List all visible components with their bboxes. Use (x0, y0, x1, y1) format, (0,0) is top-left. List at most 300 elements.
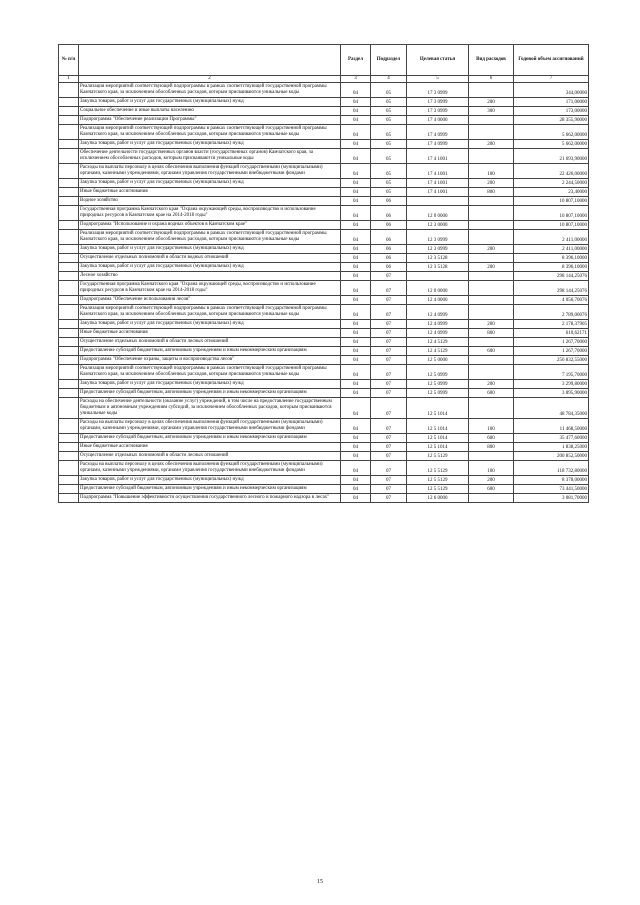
row-name-cell: Закупка товаров, работ и услуг для государственных (муниципальных) нужд (79, 380, 341, 389)
col-expense-header: Вид расходов (469, 45, 514, 76)
row-target-cell: 17 4 1001 (407, 179, 469, 188)
row-number-cell (59, 380, 79, 389)
col-num-header: № п/п (59, 45, 79, 76)
row-number-cell (59, 263, 79, 272)
row-target-cell: 12 5 5129 (407, 461, 469, 476)
row-expense-cell: 200 (469, 476, 514, 485)
row-amount-cell: 8 378,00000 (514, 476, 589, 485)
row-section-cell: 04 (341, 365, 371, 380)
row-target-cell: 12 6 0000 (407, 494, 469, 503)
row-name-cell: Предоставление субсидий бюджетным, автономным учреждениям и иным некоммерческим организациям (79, 347, 341, 356)
row-number-cell (59, 452, 79, 461)
row-target-cell: 17 3 0999 (407, 83, 469, 98)
row-expense-cell: 200 (469, 320, 514, 329)
row-name-cell: Осуществление отдельных полномочий в области лесных отношений (79, 338, 341, 347)
row-target-cell: 12 3 5128 (407, 263, 469, 272)
row-number-cell (59, 116, 79, 125)
row-amount-cell: 3 081,70000 (514, 494, 589, 503)
row-expense-cell: 100 (469, 164, 514, 179)
row-subsection-cell: 05 (371, 179, 407, 188)
table-row (59, 389, 589, 398)
row-name-cell: Осуществление отдельных полномочий в области водных отношений (79, 254, 341, 263)
row-expense-cell (469, 398, 514, 419)
row-amount-cell: 1 267,70000 (514, 338, 589, 347)
row-name-cell: Подпрограмма "Повышение эффективности осуществления государственного лесного и пожарного надзора в лесах" (79, 494, 341, 503)
row-subsection-cell: 06 (371, 206, 407, 221)
row-subsection-cell: 07 (371, 494, 407, 503)
row-amount-cell: 22 426,00000 (514, 164, 589, 179)
column-index: 1 (59, 76, 79, 83)
row-expense-cell: 800 (469, 188, 514, 197)
row-expense-cell: 600 (469, 485, 514, 494)
row-number-cell (59, 98, 79, 107)
table-row (59, 380, 589, 389)
row-target-cell: 12 5 5129 (407, 452, 469, 461)
column-index: 2 (79, 76, 341, 83)
row-section-cell: 04 (341, 116, 371, 125)
row-number-cell (59, 83, 79, 98)
row-target-cell: 17 4 0999 (407, 140, 469, 149)
row-name-cell: Закупка товаров, работ и услуг для государственных (муниципальных) нужд (79, 179, 341, 188)
row-amount-cell: 35 477,60000 (514, 434, 589, 443)
table-row (59, 329, 589, 338)
row-name-cell: Лесное хозяйство (79, 272, 341, 281)
table-row (59, 179, 589, 188)
page-number: 15 (317, 879, 323, 885)
row-number-cell (59, 197, 79, 206)
row-expense-cell (469, 197, 514, 206)
row-subsection-cell: 06 (371, 197, 407, 206)
row-number-cell (59, 320, 79, 329)
row-subsection-cell: 07 (371, 281, 407, 296)
row-name-cell: Реализация мероприятий соответствующей подпрограммы в рамках соответствующей государственной программы Камчатского края, за исключением обособленных расходов, которым присваиваются уникальные коды (79, 83, 341, 98)
row-name-cell: Расходы на обеспечение деятельности (оказание услуг) учреждений, в том числе на предоставление государственным бюджетным и автономным учреждениям субсидий, за исключением обособленных расходов, которым присваиваются уникальные коды (79, 398, 341, 419)
row-expense-cell (469, 221, 514, 230)
row-expense-cell (469, 272, 514, 281)
row-section-cell: 04 (341, 263, 371, 272)
row-target-cell: 17 3 0999 (407, 98, 469, 107)
row-section-cell: 04 (341, 380, 371, 389)
table-row (59, 347, 589, 356)
row-subsection-cell: 06 (371, 263, 407, 272)
row-target-cell: 12 0 0000 (407, 206, 469, 221)
row-expense-cell (469, 494, 514, 503)
budget-sheet (58, 44, 588, 503)
row-section-cell: 04 (341, 320, 371, 329)
row-amount-cell: 298 144,25076 (514, 272, 589, 281)
column-index: 3 (341, 76, 371, 83)
row-amount-cell: 3 299,80000 (514, 380, 589, 389)
table-row (59, 245, 589, 254)
row-section-cell: 04 (341, 164, 371, 179)
row-number-cell (59, 164, 79, 179)
row-subsection-cell: 05 (371, 188, 407, 197)
row-target-cell: 12 4 5129 (407, 347, 469, 356)
column-index: 5 (407, 76, 469, 83)
table-row (59, 338, 589, 347)
column-index: 6 (469, 76, 514, 83)
column-index: 4 (371, 76, 407, 83)
row-expense-cell: 600 (469, 389, 514, 398)
table-row (59, 83, 589, 98)
row-number-cell (59, 476, 79, 485)
table-row (59, 98, 589, 107)
row-number-cell (59, 179, 79, 188)
row-expense-cell: 200 (469, 179, 514, 188)
row-subsection-cell: 05 (371, 107, 407, 116)
row-amount-cell: 5 662,00000 (514, 140, 589, 149)
row-subsection-cell: 05 (371, 83, 407, 98)
table-row (59, 434, 589, 443)
row-target-cell: 12 4 0999 (407, 320, 469, 329)
row-subsection-cell: 07 (371, 296, 407, 305)
row-number-cell (59, 419, 79, 434)
row-subsection-cell: 07 (371, 272, 407, 281)
row-name-cell: Подпрограмма "Обеспечение охраны, защиты и воспроизводства лесов" (79, 356, 341, 365)
row-section-cell: 04 (341, 419, 371, 434)
table-row (59, 140, 589, 149)
row-target-cell: 17 3 0999 (407, 107, 469, 116)
row-amount-cell: 256 832,55000 (514, 356, 589, 365)
row-name-cell: Закупка товаров, работ и услуг для государственных (муниципальных) нужд (79, 98, 341, 107)
row-name-cell: Реализация мероприятий соответствующей подпрограммы в рамках соответствующей государственной программы Камчатского края, за исключением обособленных расходов, которым присваиваются уникальные коды (79, 305, 341, 320)
row-subsection-cell: 07 (371, 443, 407, 452)
col-subsection-header: Подраздел (371, 45, 407, 76)
row-amount-cell: 48 784,35000 (514, 398, 589, 419)
table-row (59, 452, 589, 461)
table-row (59, 272, 589, 281)
row-expense-cell (469, 254, 514, 263)
row-amount-cell: 200 852,50000 (514, 452, 589, 461)
row-amount-cell: 10 807,10000 (514, 206, 589, 221)
row-expense-cell: 100 (469, 461, 514, 476)
row-subsection-cell: 07 (371, 365, 407, 380)
table-row (59, 254, 589, 263)
row-name-cell: Социальное обеспечение и иные выплаты населению (79, 107, 341, 116)
row-amount-cell: 2 244,50000 (514, 179, 589, 188)
row-number-cell (59, 230, 79, 245)
row-subsection-cell: 05 (371, 116, 407, 125)
row-name-cell: Реализация мероприятий соответствующей подпрограммы в рамках соответствующей государственной программы Камчатского края, за исключением обособленных расходов, которым присваиваются уникальные коды (79, 365, 341, 380)
row-section-cell: 04 (341, 197, 371, 206)
row-name-cell: Расходы на выплаты персоналу в целях обеспечения выполнения функций государственными (муниципальными) органами, казенными учреждениями, органами управления государственными внебюджетными фондами (79, 461, 341, 476)
row-expense-cell (469, 125, 514, 140)
table-row (59, 281, 589, 296)
row-section-cell: 04 (341, 149, 371, 164)
row-subsection-cell: 06 (371, 254, 407, 263)
row-number-cell (59, 443, 79, 452)
row-target-cell: 12 5 1014 (407, 398, 469, 419)
row-target-cell: 12 4 0999 (407, 305, 469, 320)
row-section-cell: 04 (341, 179, 371, 188)
table-row (59, 476, 589, 485)
row-subsection-cell: 07 (371, 389, 407, 398)
table-row (59, 305, 589, 320)
row-number-cell (59, 365, 79, 380)
row-subsection-cell: 07 (371, 329, 407, 338)
row-section-cell: 04 (341, 83, 371, 98)
row-subsection-cell: 07 (371, 452, 407, 461)
row-number-cell (59, 296, 79, 305)
row-number-cell (59, 389, 79, 398)
row-target-cell: 12 4 0000 (407, 296, 469, 305)
row-name-cell: Государственная программа Камчатского края "Охрана окружающей среды, воспроизводство и использование природных ресурсов в Камчатском крае на 2014-2018 годы" (79, 281, 341, 296)
row-expense-cell: 100 (469, 419, 514, 434)
row-number-cell (59, 494, 79, 503)
col-section-header: Раздел (341, 45, 371, 76)
row-number-cell (59, 356, 79, 365)
row-section-cell: 04 (341, 296, 371, 305)
row-target-cell: 12 3 5128 (407, 254, 469, 263)
row-name-cell: Закупка товаров, работ и услуг для государственных (муниципальных) нужд (79, 245, 341, 254)
row-section-cell: 04 (341, 461, 371, 476)
row-target-cell: 12 5 0999 (407, 380, 469, 389)
row-section-cell: 04 (341, 452, 371, 461)
row-subsection-cell: 07 (371, 461, 407, 476)
row-name-cell: Подпрограмма "Использование и охрана водных объектов в Камчатском крае" (79, 221, 341, 230)
row-expense-cell: 200 (469, 263, 514, 272)
row-amount-cell: 173,00000 (514, 107, 589, 116)
row-expense-cell (469, 83, 514, 98)
row-amount-cell: 28 355,90000 (514, 116, 589, 125)
row-subsection-cell: 07 (371, 485, 407, 494)
row-amount-cell: 1 838,25000 (514, 443, 589, 452)
row-number-cell (59, 434, 79, 443)
row-amount-cell: 5 662,00000 (514, 125, 589, 140)
row-section-cell: 04 (341, 347, 371, 356)
row-name-cell: Реализация мероприятий соответствующей подпрограммы в рамках соответствующей государственной программы Камчатского края, за исключением обособленных расходов, которым присваиваются уникальные коды (79, 230, 341, 245)
column-index: 7 (514, 76, 589, 83)
table-row (59, 164, 589, 179)
row-number-cell (59, 461, 79, 476)
table-row (59, 197, 589, 206)
budget-table (58, 44, 589, 503)
row-section-cell: 04 (341, 272, 371, 281)
row-target-cell: 17 4 1001 (407, 188, 469, 197)
row-number-cell (59, 125, 79, 140)
row-subsection-cell: 07 (371, 398, 407, 419)
row-subsection-cell: 07 (371, 356, 407, 365)
row-subsection-cell: 07 (371, 380, 407, 389)
row-amount-cell: 171,00000 (514, 98, 589, 107)
row-number-cell (59, 338, 79, 347)
row-expense-cell (469, 281, 514, 296)
row-section-cell: 04 (341, 125, 371, 140)
row-amount-cell: 2 411,00000 (514, 245, 589, 254)
row-subsection-cell: 06 (371, 230, 407, 245)
row-expense-cell: 800 (469, 443, 514, 452)
row-subsection-cell: 07 (371, 338, 407, 347)
row-amount-cell: 7 195,70000 (514, 365, 589, 380)
row-section-cell: 04 (341, 329, 371, 338)
row-section-cell: 04 (341, 338, 371, 347)
row-target-cell: 12 4 0999 (407, 329, 469, 338)
row-target-cell: 12 3 0999 (407, 230, 469, 245)
row-section-cell: 04 (341, 443, 371, 452)
row-expense-cell (469, 452, 514, 461)
row-target-cell: 12 5 5129 (407, 476, 469, 485)
row-expense-cell: 300 (469, 107, 514, 116)
row-name-cell: Обеспечение деятельности государственных органов власти (государственных органов) Камчатского края, за исключением обособленных расходов, которым присваиваются уникальные коды (79, 149, 341, 164)
row-target-cell: 12 0 0000 (407, 281, 469, 296)
row-subsection-cell: 05 (371, 98, 407, 107)
row-expense-cell (469, 356, 514, 365)
table-row (59, 365, 589, 380)
row-amount-cell: 10 807,10000 (514, 221, 589, 230)
row-number-cell (59, 254, 79, 263)
row-amount-cell: 23,40000 (514, 188, 589, 197)
row-name-cell: Осуществление отдельных полномочий в области лесных отношений (79, 452, 341, 461)
row-target-cell: 17 4 0999 (407, 125, 469, 140)
row-amount-cell: 21 693,90000 (514, 149, 589, 164)
column-index-row (59, 76, 589, 83)
row-subsection-cell: 05 (371, 140, 407, 149)
row-amount-cell: 2 411,00000 (514, 230, 589, 245)
row-section-cell: 04 (341, 494, 371, 503)
row-expense-cell (469, 296, 514, 305)
row-target-cell: 12 5 1014 (407, 419, 469, 434)
row-expense-cell (469, 230, 514, 245)
table-row (59, 125, 589, 140)
row-target-cell: 17 4 0000 (407, 116, 469, 125)
row-name-cell: Подпрограмма "Обеспечение использования лесов" (79, 296, 341, 305)
row-amount-cell: 2 178,37905 (514, 320, 589, 329)
row-expense-cell (469, 206, 514, 221)
table-row (59, 116, 589, 125)
row-section-cell: 04 (341, 434, 371, 443)
row-subsection-cell: 06 (371, 245, 407, 254)
row-amount-cell: 118 732,80000 (514, 461, 589, 476)
row-section-cell: 04 (341, 254, 371, 263)
row-name-cell: Иные бюджетные ассигнования (79, 443, 341, 452)
row-name-cell: Государственная программа Камчатского края "Охрана окружающей среды, воспроизводство и использование природных ресурсов в Камчатском крае на 2014-2018 годы" (79, 206, 341, 221)
row-section-cell: 04 (341, 230, 371, 245)
row-target-cell: 17 4 1001 (407, 149, 469, 164)
row-number-cell (59, 485, 79, 494)
row-amount-cell: 344,00000 (514, 83, 589, 98)
row-target-cell: 12 3 0000 (407, 221, 469, 230)
row-expense-cell (469, 305, 514, 320)
row-expense-cell: 200 (469, 380, 514, 389)
table-row (59, 443, 589, 452)
row-expense-cell (469, 365, 514, 380)
row-subsection-cell: 07 (371, 476, 407, 485)
row-name-cell: Подпрограмма "Обеспечение реализации Программы" (79, 116, 341, 125)
row-name-cell: Расходы на выплаты персоналу в целях обеспечения выполнения функций государственными (муниципальными) органами, казенными учреждениями, органами управления государственными внебюджетными фондами (79, 164, 341, 179)
row-expense-cell (469, 116, 514, 125)
row-name-cell: Иные бюджетные ассигнования (79, 329, 341, 338)
row-number-cell (59, 188, 79, 197)
row-section-cell: 04 (341, 98, 371, 107)
row-subsection-cell: 07 (371, 305, 407, 320)
row-subsection-cell: 07 (371, 419, 407, 434)
row-section-cell: 04 (341, 140, 371, 149)
table-body (59, 83, 589, 503)
row-expense-cell: 600 (469, 347, 514, 356)
row-amount-cell: 11 468,50000 (514, 419, 589, 434)
row-number-cell (59, 281, 79, 296)
row-subsection-cell: 06 (371, 221, 407, 230)
row-expense-cell: 800 (469, 329, 514, 338)
row-target-cell: 12 4 5129 (407, 338, 469, 347)
row-section-cell: 04 (341, 221, 371, 230)
row-section-cell: 04 (341, 305, 371, 320)
row-number-cell (59, 305, 79, 320)
row-expense-cell: 600 (469, 434, 514, 443)
row-amount-cell: 298 144,25076 (514, 281, 589, 296)
col-name-header (79, 45, 341, 76)
table-row (59, 107, 589, 116)
row-section-cell: 04 (341, 107, 371, 116)
row-name-cell: Предоставление субсидий бюджетным, автономным учреждениям и иным некоммерческим организациям (79, 389, 341, 398)
table-row (59, 206, 589, 221)
row-section-cell: 04 (341, 206, 371, 221)
row-name-cell: Расходы на выплаты персоналу в целях обеспечения выполнения функций государственными (муниципальными) органами, казенными учреждениями, органами управления государственными внебюджетными фондами (79, 419, 341, 434)
row-expense-cell (469, 338, 514, 347)
col-amount-header: Годовой объем ассигнований (514, 45, 589, 76)
table-row (59, 188, 589, 197)
row-subsection-cell: 07 (371, 320, 407, 329)
row-section-cell: 04 (341, 356, 371, 365)
table-row (59, 398, 589, 419)
row-amount-cell: 10 807,10000 (514, 197, 589, 206)
row-section-cell: 04 (341, 476, 371, 485)
row-name-cell: Закупка товаров, работ и услуг для государственных (муниципальных) нужд (79, 476, 341, 485)
row-amount-cell: 8 396,10000 (514, 254, 589, 263)
row-number-cell (59, 347, 79, 356)
table-row (59, 461, 589, 476)
table-row (59, 485, 589, 494)
row-expense-cell: 200 (469, 245, 514, 254)
row-target-cell: 12 5 0000 (407, 356, 469, 365)
row-subsection-cell: 05 (371, 164, 407, 179)
row-target-cell: 12 5 5129 (407, 485, 469, 494)
row-target-cell: 12 5 0999 (407, 365, 469, 380)
row-name-cell: Водное хозяйство (79, 197, 341, 206)
table-row (59, 230, 589, 245)
header-row (59, 45, 589, 76)
row-number-cell (59, 149, 79, 164)
row-subsection-cell: 07 (371, 347, 407, 356)
table-row (59, 419, 589, 434)
row-name-cell: Реализация мероприятий соответствующей подпрограммы в рамках соответствующей государственной программы Камчатского края, за исключением обособленных расходов, которым присваиваются уникальные коды (79, 125, 341, 140)
row-name-cell: Предоставление субсидий бюджетным, автономным учреждениям и иным некоммерческим организациям (79, 485, 341, 494)
row-expense-cell (469, 149, 514, 164)
row-number-cell (59, 107, 79, 116)
row-subsection-cell: 07 (371, 434, 407, 443)
row-amount-cell: 1 267,70000 (514, 347, 589, 356)
row-amount-cell: 2 789,00076 (514, 305, 589, 320)
row-target-cell: 12 5 0999 (407, 389, 469, 398)
row-expense-cell: 200 (469, 98, 514, 107)
row-section-cell: 04 (341, 389, 371, 398)
row-name-cell: Закупка товаров, работ и услуг для государственных (муниципальных) нужд (79, 320, 341, 329)
row-subsection-cell: 05 (371, 125, 407, 140)
row-section-cell: 04 (341, 245, 371, 254)
row-number-cell (59, 221, 79, 230)
row-amount-cell: 610,62171 (514, 329, 589, 338)
row-name-cell: Иные бюджетные ассигнования (79, 188, 341, 197)
row-target-cell: 17 4 1001 (407, 164, 469, 179)
table-row (59, 263, 589, 272)
row-number-cell (59, 398, 79, 419)
row-section-cell: 04 (341, 398, 371, 419)
table-row (59, 356, 589, 365)
row-amount-cell: 8 396,10000 (514, 263, 589, 272)
table-row (59, 320, 589, 329)
table-row (59, 221, 589, 230)
row-number-cell (59, 245, 79, 254)
